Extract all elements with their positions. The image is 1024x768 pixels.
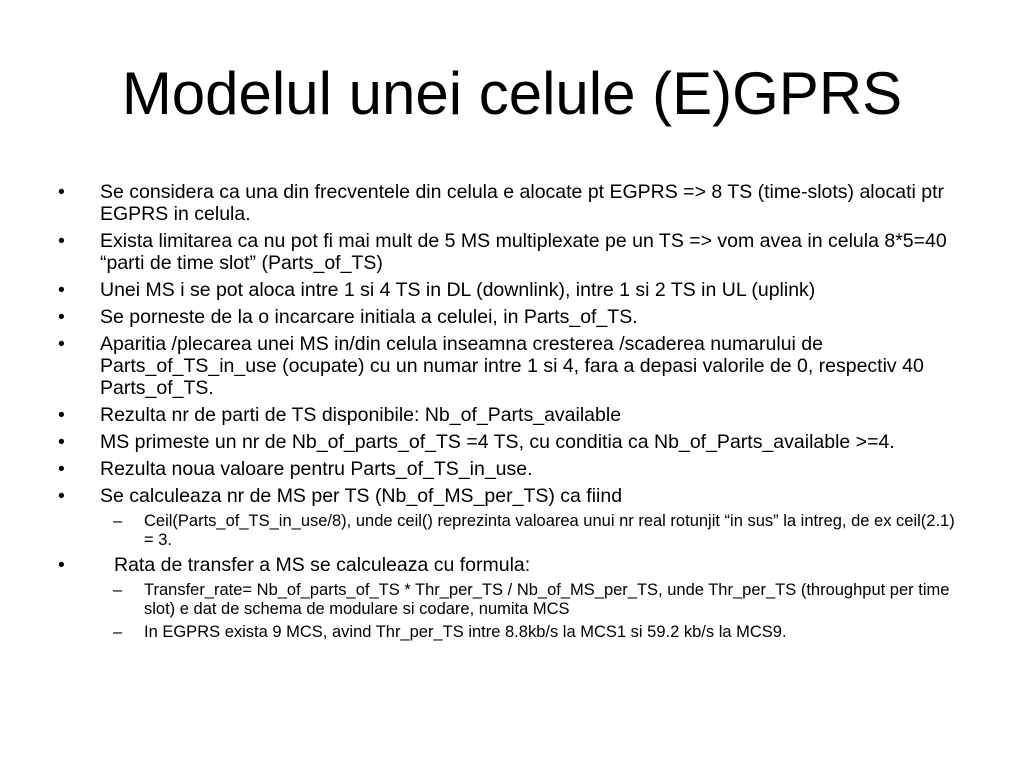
bullet-item (58, 230, 958, 274)
bullet-marker: • (58, 458, 65, 480)
slide-title: Modelul unei celule (E)GPRS (121, 60, 903, 127)
slide-content (58, 181, 958, 646)
bullet-text: Rezulta nr de parti de TS disponibile: Nb_of_Parts_available (100, 404, 622, 426)
sub-bullet-text: In EGPRS exista 9 MCS, avind Thr_per_TS intre 8.8kb/s la MCS1 si 59.2 kb/s la MCS9. (144, 623, 787, 641)
sub-bullet-item (58, 512, 958, 550)
bullet-marker: • (58, 431, 65, 453)
bullet-marker: • (58, 404, 65, 426)
bullet-text: Exista limitarea ca nu pot fi mai mult de 5 MS multiplexate pe un TS => vom avea in celula 8*5=40 “parti de time slot” (Parts_of_TS) (100, 230, 947, 274)
bullet-marker: • (58, 181, 65, 203)
sub-bullet-marker: – (113, 581, 123, 599)
bullet-marker: • (58, 485, 65, 507)
bullet-text: Rata de transfer a MS se calculeaza cu formula: (114, 554, 531, 576)
bullet-marker: • (58, 279, 65, 301)
bullet-item (58, 181, 958, 225)
bullet-item (58, 458, 958, 480)
sub-bullet-text: Ceil(Parts_of_TS_in_use/8), unde ceil() reprezinta valoarea unui nr real rotunjit “in sus” la intreg, de ex ceil(2.1) = 3. (144, 512, 955, 549)
bullet-text: Aparitia /plecarea unei MS in/din celula inseamna cresterea /scaderea numarului de Parts_of_TS_in_use (ocupate) cu un numar intre 1 si 4, fara a depasi valorile de 0, respectiv 40 Parts_of_TS. (100, 333, 924, 399)
bullet-item (58, 333, 958, 399)
bullet-item (58, 306, 958, 328)
bullet-text: Se porneste de la o incarcare initiala a celulei, in Parts_of_TS. (100, 306, 638, 328)
bullet-item (58, 485, 958, 507)
bullet-item (58, 279, 958, 301)
bullet-item (58, 404, 958, 426)
sub-bullet-item (58, 581, 958, 619)
bullet-text: Se calculeaza nr de MS per TS (Nb_of_MS_per_TS) ca fiind (100, 485, 623, 507)
bullet-marker: • (58, 554, 65, 576)
bullet-marker: • (58, 333, 65, 355)
sub-bullet-marker: – (113, 623, 123, 641)
sub-bullet-item (58, 623, 958, 642)
bullet-item (58, 554, 958, 576)
bullet-text: Unei MS i se pot aloca intre 1 si 4 TS in DL (downlink), intre 1 si 2 TS in UL (uplink) (100, 279, 816, 301)
bullet-item (58, 431, 958, 453)
bullet-marker: • (58, 306, 65, 328)
bullet-marker: • (58, 230, 65, 252)
sub-bullet-marker: – (113, 512, 123, 530)
sub-bullet-text: Transfer_rate= Nb_of_parts_of_TS * Thr_per_TS / Nb_of_MS_per_TS, unde Thr_per_TS (throughput per time slot) e dat de schema de modulare si codare, numita MCS (144, 581, 950, 618)
bullet-text: MS primeste un nr de Nb_of_parts_of_TS =4 TS, cu conditia ca Nb_of_Parts_available >=4. (100, 431, 895, 453)
bullet-text: Se considera ca una din frecventele din celula e alocate pt EGPRS => 8 TS (time-slots) alocati ptr EGPRS in celula. (100, 181, 944, 225)
bullet-text: Rezulta noua valoare pentru Parts_of_TS_in_use. (100, 458, 533, 480)
